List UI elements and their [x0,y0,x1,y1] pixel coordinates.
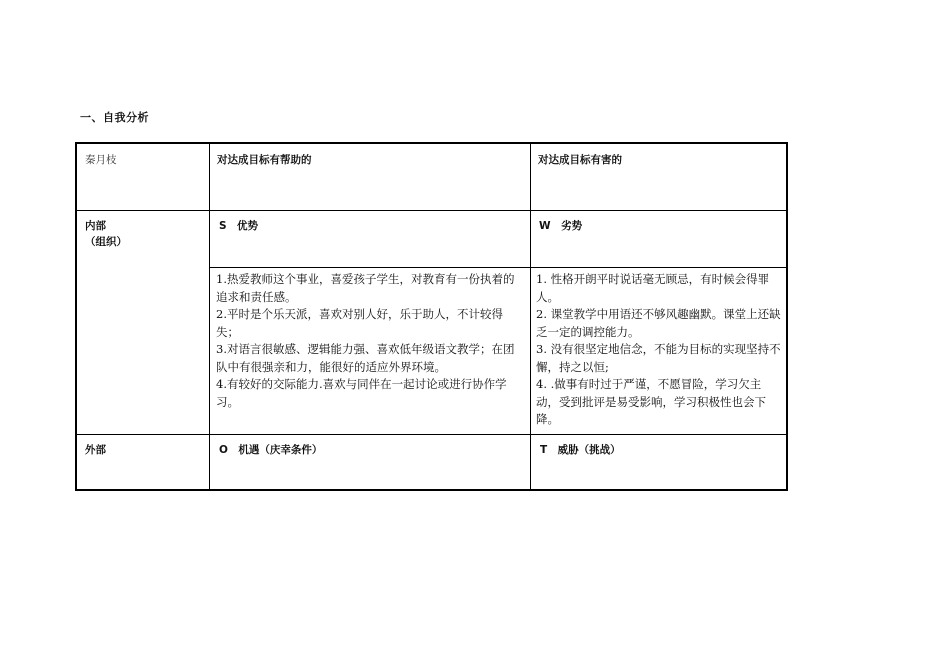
opportunities-header: O 机遇（庆幸条件） [219,444,323,456]
weakness-item: 4. .做事有时过于严谨，不愿冒险，学习欠主动，受到批评是易受影响，学习积极性也会下降。 [536,377,766,426]
name-cell: 秦月枝 [85,154,117,166]
weakness-item: 2. 课堂教学中用语还不够风趣幽默。课堂上还缺乏一定的调控能力。 [536,307,781,339]
weakness-item: 3. 没有很坚定地信念，不能为目标的实现坚持不懈，持之以恒; [536,342,781,374]
strengths-list [216,271,524,411]
internal-label-line1: 内部 [85,220,106,232]
table-border-right [786,142,788,491]
row-divider-2 [209,267,788,268]
strength-item: 1.热爱教师这个事业，喜爱孩子学生，对教育有一份执着的追求和责任感。 [216,272,515,304]
threats-header: T 威胁（挑战） [540,444,621,456]
internal-label-line2: （组织） [85,236,127,248]
strength-item: 4.有较好的交际能力.喜欢与同伴在一起讨论或进行协作学习。 [216,377,507,409]
strength-item: 2.平时是个乐天派，喜欢对别人好，乐于助人，不计较得失； [216,307,503,339]
column-divider-2 [530,142,531,489]
swot-table [75,142,788,491]
internal-label [85,218,205,250]
column-divider-1 [209,142,210,491]
table-border-bottom [75,489,788,491]
external-label: 外部 [85,444,106,456]
table-border-top [75,142,788,144]
row-divider-1 [75,210,788,211]
section-heading: 一、自我分析 [80,111,149,124]
row-divider-3 [75,434,788,435]
weaknesses-header: W 劣势 [539,220,583,232]
strengths-header: S 优势 [219,220,259,232]
table-border-left [75,142,77,491]
weaknesses-list [536,271,782,429]
harmful-header: 对达成目标有害的 [538,154,622,166]
strength-item: 3.对语言很敏感、逻辑能力强、喜欢低年级语文教学；在团队中有很强亲和力，能很好的适应外界环境。 [216,342,515,374]
helpful-header: 对达成目标有帮助的 [217,154,312,166]
weakness-item: 1. 性格开朗平时说话毫无顾忌，有时候会得罪人。 [536,272,770,304]
